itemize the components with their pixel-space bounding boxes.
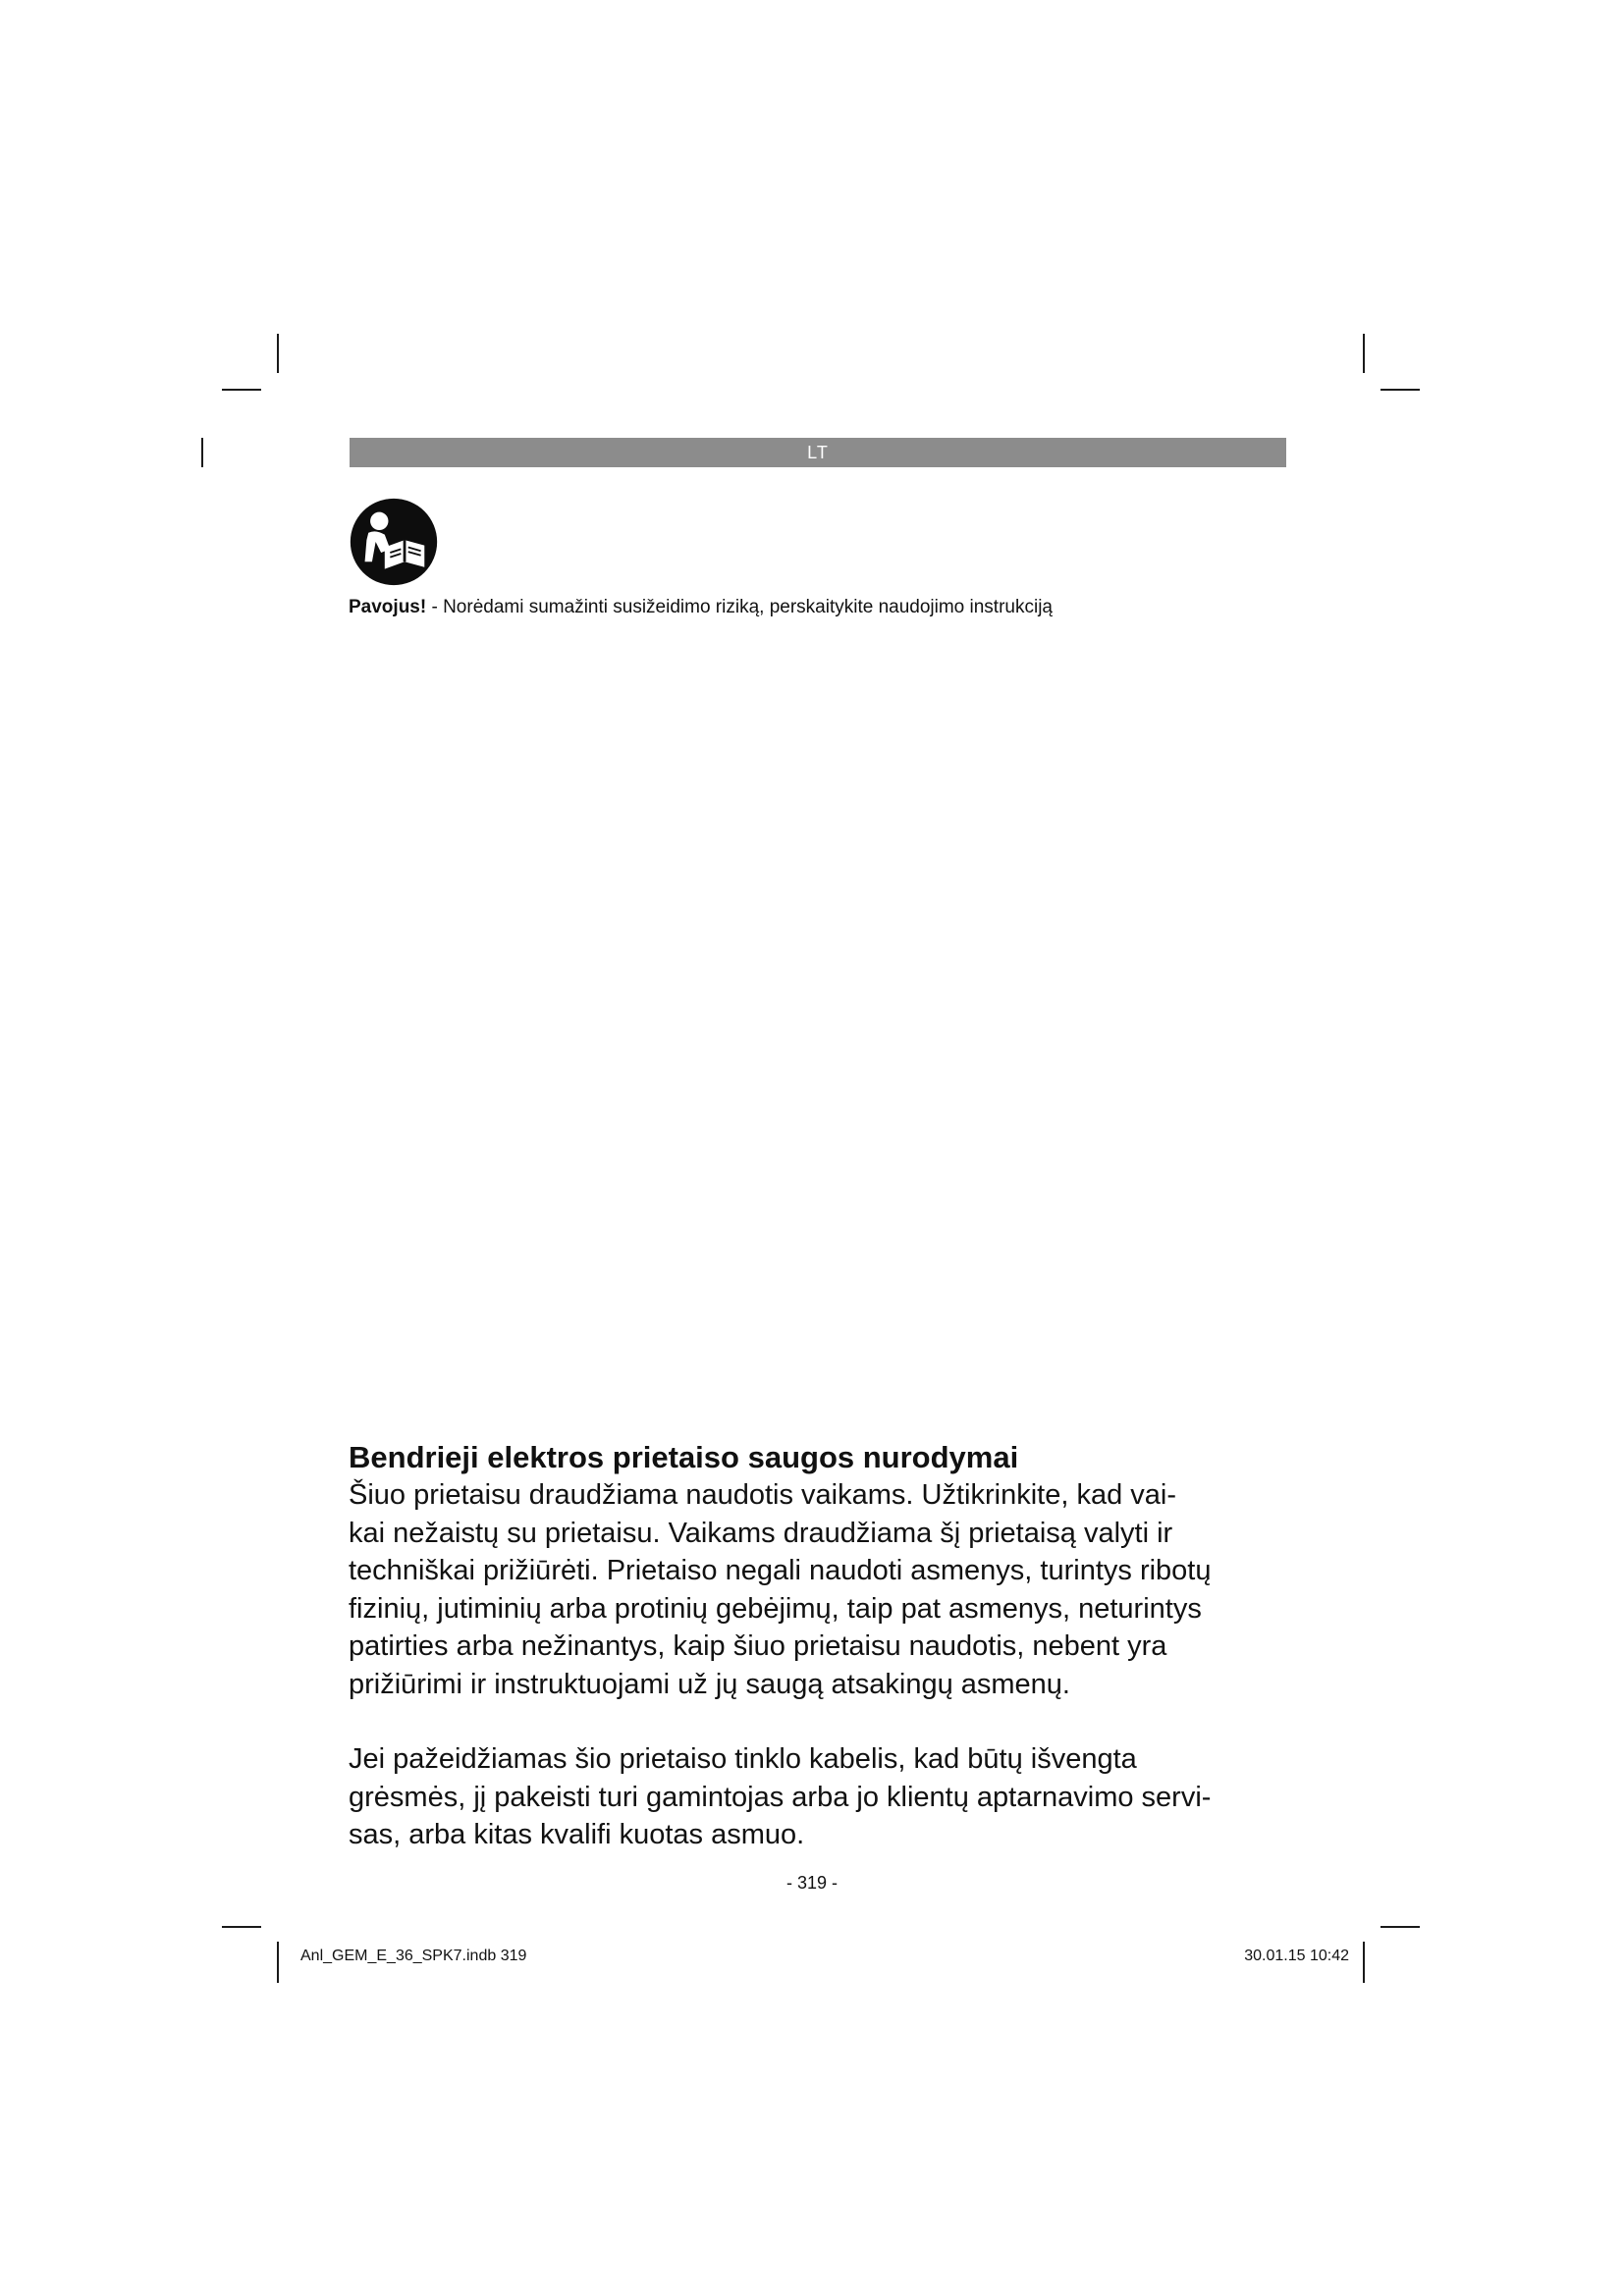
paragraph-line: techniškai prižiūrėti. Prietaiso negali naudoti asmenys, turintys ribotų (349, 1555, 1212, 1586)
paragraph-line: sas, arba kitas kvalifi kuotas asmuo. (349, 1819, 805, 1850)
footer-timestamp: 30.01.15 10:42 (1244, 1948, 1349, 1964)
paragraph-line: patirties arba nežinantys, kaip šiuo prietaisu naudotis, nebent yra (349, 1630, 1167, 1662)
crop-mark-bottom-left-vertical (277, 1942, 279, 1983)
paragraph-line: fizinių, jutiminių arba protinių gebėjimų, taip pat asmenys, neturintys (349, 1592, 1202, 1625)
paragraph-children-safety (349, 1476, 1291, 1703)
language-header-bar (350, 438, 1286, 467)
crop-mark-top-left-vertical (277, 334, 279, 373)
warning-label: Pavojus! (349, 597, 427, 617)
crop-mark-bottom-right-vertical (1363, 1942, 1365, 1983)
crop-mark-side-left (201, 438, 203, 467)
crop-mark-bottom-right-horizontal (1380, 1926, 1420, 1928)
paragraph-cable-replacement (349, 1740, 1291, 1854)
safety-section (349, 1439, 1291, 1854)
crop-mark-bottom-left-horizontal (222, 1926, 261, 1928)
footer-file-info: Anl_GEM_E_36_SPK7.indb 319 (300, 1948, 527, 1964)
crop-mark-top-right-vertical (1363, 334, 1365, 373)
paragraph-line: kai nežaistų su prietaisu. Vaikams draudžiama šį prietaisą valyti ir (349, 1517, 1173, 1549)
paragraph-line: grėsmės, jį pakeisti turi gamintojas arba jo klientų aptarnavimo servi- (349, 1781, 1212, 1813)
language-code: LT (807, 443, 829, 462)
paragraph-line: Jei pažeidžiamas šio prietaiso tinklo kabelis, kad būtų išvengta (349, 1743, 1137, 1775)
warning-statement (349, 597, 1053, 618)
paragraph-line: prižiūrimi ir instruktuojami už jų saugą atsakingų asmenų. (349, 1668, 1070, 1700)
section-title: Bendrieji elektros prietaiso saugos nurodymai (349, 1440, 1019, 1474)
paragraph-line: Šiuo prietaisu draudžiama naudotis vaikams. Užtikrinkite, kad vai- (349, 1479, 1176, 1511)
read-manual-icon (349, 497, 439, 587)
crop-mark-top-right-horizontal (1380, 389, 1420, 391)
page-number: - 319 - (785, 1873, 839, 1893)
warning-text: - Norėdami sumažinti susižeidimo riziką, perskaitykite naudojimo instrukciją (426, 597, 1053, 617)
crop-mark-top-left-horizontal (222, 389, 261, 391)
